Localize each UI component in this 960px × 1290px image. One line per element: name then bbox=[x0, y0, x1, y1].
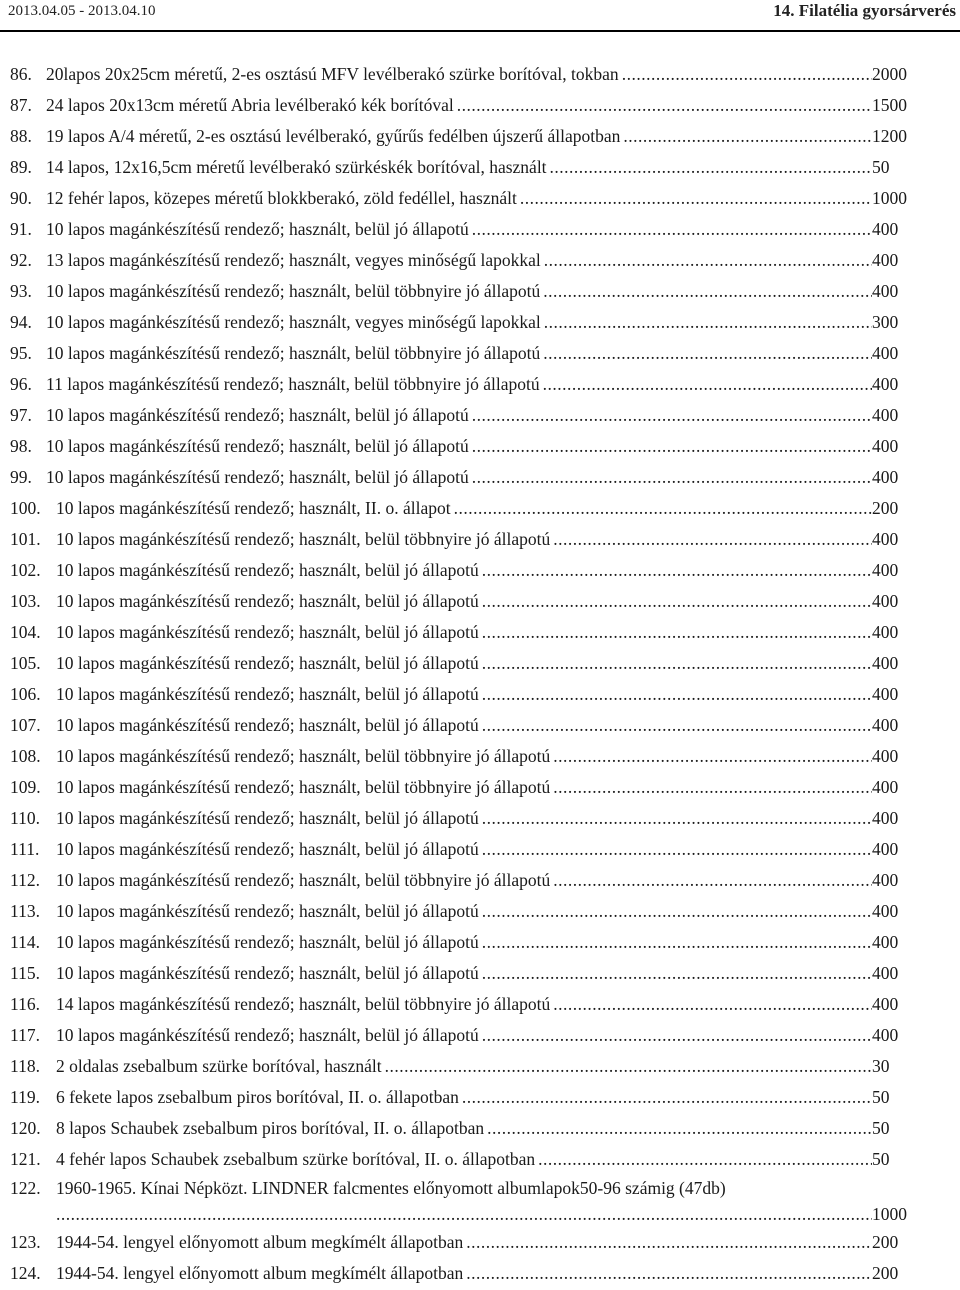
lot-entry bbox=[0, 679, 960, 710]
lot-description: 10 lapos magánkészítésű rendező; használt, belül jó állapotú bbox=[46, 405, 469, 425]
lot-number: 102. bbox=[10, 560, 41, 580]
dot-leader bbox=[622, 59, 872, 90]
dot-leader bbox=[482, 679, 872, 710]
dot-leader bbox=[482, 896, 872, 927]
dot-leader bbox=[472, 431, 872, 462]
lot-number: 92. bbox=[10, 250, 32, 270]
dot-leader bbox=[472, 462, 872, 493]
lot-price: 50 bbox=[872, 1118, 890, 1138]
lot-description: 10 lapos magánkészítésű rendező; használt, belül többnyire jó állapotú bbox=[46, 281, 541, 301]
lot-entry bbox=[0, 586, 960, 617]
lot-entry bbox=[0, 1258, 960, 1289]
lot-entry bbox=[0, 1113, 960, 1144]
lot-number: 115. bbox=[10, 963, 40, 983]
dot-leader bbox=[553, 524, 872, 555]
lot-price: 400 bbox=[872, 281, 899, 301]
lot-number: 110. bbox=[10, 808, 40, 828]
lot-price: 400 bbox=[872, 436, 899, 456]
dot-leader bbox=[472, 400, 872, 431]
dot-leader bbox=[482, 1020, 872, 1051]
lot-entry bbox=[0, 617, 960, 648]
lot-number: 94. bbox=[10, 312, 32, 332]
lot-number: 91. bbox=[10, 219, 32, 239]
lot-number: 88. bbox=[10, 126, 32, 146]
dot-leader bbox=[538, 1144, 872, 1175]
lot-price: 400 bbox=[872, 560, 899, 580]
lot-entry bbox=[0, 834, 960, 865]
lot-number: 108. bbox=[10, 746, 41, 766]
dot-leader bbox=[482, 648, 872, 679]
lot-price: 400 bbox=[872, 777, 899, 797]
lot-price: 50 bbox=[872, 1087, 890, 1107]
lot-description: 1944-54. lengyel előnyomott album megkímélt állapotban bbox=[56, 1232, 464, 1252]
lot-description: 14 lapos magánkészítésű rendező; használt, belül többnyire jó állapotú bbox=[56, 994, 551, 1014]
lot-number: 93. bbox=[10, 281, 32, 301]
lot-description: 10 lapos magánkészítésű rendező; használt, belül többnyire jó állapotú bbox=[56, 870, 551, 890]
dot-leader bbox=[543, 369, 872, 400]
lot-number: 89. bbox=[10, 157, 32, 177]
lot-description: 10 lapos magánkészítésű rendező; használt, belül jó állapotú bbox=[56, 808, 479, 828]
dot-leader bbox=[553, 989, 872, 1020]
lot-description: 10 lapos magánkészítésű rendező; használt, belül jó állapotú bbox=[46, 467, 469, 487]
lot-price: 1200 bbox=[872, 126, 907, 146]
dot-leader bbox=[520, 183, 872, 214]
lot-entry bbox=[0, 152, 960, 183]
lot-number: 101. bbox=[10, 529, 41, 549]
lot-price: 400 bbox=[872, 870, 899, 890]
lot-number: 111. bbox=[10, 839, 40, 859]
lot-number: 113. bbox=[10, 901, 40, 921]
lot-number: 100. bbox=[10, 498, 41, 518]
lot-price: 1000 bbox=[872, 188, 907, 208]
lot-entry bbox=[0, 989, 960, 1020]
lot-number: 124. bbox=[10, 1263, 41, 1283]
lot-price: 400 bbox=[872, 591, 899, 611]
lot-description: 10 lapos magánkészítésű rendező; használt, belül jó állapotú bbox=[56, 684, 479, 704]
lot-number: 112. bbox=[10, 870, 40, 890]
lot-price: 400 bbox=[872, 219, 899, 239]
dot-leader bbox=[623, 121, 872, 152]
lot-price: 200 bbox=[872, 1232, 899, 1252]
lot-number: 103. bbox=[10, 591, 41, 611]
lot-description: 10 lapos magánkészítésű rendező; használt, belül többnyire jó állapotú bbox=[56, 746, 551, 766]
lot-price: 400 bbox=[872, 250, 899, 270]
lot-entry bbox=[0, 772, 960, 803]
dot-leader bbox=[553, 865, 872, 896]
lot-entry bbox=[0, 803, 960, 834]
lot-price: 400 bbox=[872, 746, 899, 766]
lot-entry bbox=[0, 369, 960, 400]
lot-number: 107. bbox=[10, 715, 41, 735]
lot-number: 97. bbox=[10, 405, 32, 425]
lot-description: 11 lapos magánkészítésű rendező; használt, belül többnyire jó állapotú bbox=[46, 374, 540, 394]
lot-description: 10 lapos magánkészítésű rendező; használt, belül jó állapotú bbox=[56, 901, 479, 921]
lot-description: 10 lapos magánkészítésű rendező; használt, belül többnyire jó állapotú bbox=[56, 529, 551, 549]
dot-leader bbox=[472, 214, 872, 245]
lot-entry bbox=[0, 741, 960, 772]
lot-price: 400 bbox=[872, 343, 899, 363]
dot-leader bbox=[543, 276, 872, 307]
lot-number: 121. bbox=[10, 1149, 41, 1169]
dot-leader bbox=[544, 245, 872, 276]
dot-leader bbox=[482, 803, 872, 834]
lot-number: 105. bbox=[10, 653, 41, 673]
section-title: 14. Filatélia gyorsárverés bbox=[773, 1, 956, 20]
dot-leader bbox=[56, 1201, 872, 1227]
lot-number: 117. bbox=[10, 1025, 40, 1045]
dot-leader bbox=[482, 927, 872, 958]
lot-entry bbox=[0, 121, 960, 152]
lot-entry bbox=[0, 865, 960, 896]
lot-description: 10 lapos magánkészítésű rendező; használt, belül jó állapotú bbox=[56, 622, 479, 642]
lot-description: 10 lapos magánkészítésű rendező; használt, belül jó állapotú bbox=[56, 839, 479, 859]
lot-price: 400 bbox=[872, 1025, 899, 1045]
lot-description: 10 lapos magánkészítésű rendező; használt, belül jó állapotú bbox=[56, 653, 479, 673]
lot-list bbox=[0, 59, 960, 1289]
dot-leader bbox=[553, 741, 872, 772]
lot-number: 87. bbox=[10, 95, 32, 115]
lot-description: 13 lapos magánkészítésű rendező; használt, vegyes minőségű lapokkal bbox=[46, 250, 541, 270]
lot-description: 10 lapos magánkészítésű rendező; használt, vegyes minőségű lapokkal bbox=[46, 312, 541, 332]
lot-entry bbox=[0, 896, 960, 927]
lot-entry bbox=[0, 59, 960, 90]
lot-price: 400 bbox=[872, 653, 899, 673]
lot-price: 400 bbox=[872, 529, 899, 549]
dot-leader bbox=[482, 834, 872, 865]
date-range: 2013.04.05 - 2013.04.10 bbox=[8, 3, 156, 19]
lot-entry bbox=[0, 1082, 960, 1113]
lot-description: 10 lapos magánkészítésű rendező; használt, belül jó állapotú bbox=[46, 219, 469, 239]
lot-number: 119. bbox=[10, 1087, 40, 1107]
lot-entry bbox=[0, 648, 960, 679]
dot-leader bbox=[482, 586, 872, 617]
lot-entry-continuation bbox=[0, 1201, 960, 1227]
lot-description: 20lapos 20x25cm méretű, 2-es osztású MFV levélberakó szürke borítóval, tokban bbox=[46, 64, 619, 84]
lot-number: 123. bbox=[10, 1232, 41, 1252]
lot-entry bbox=[0, 90, 960, 121]
lot-number: 95. bbox=[10, 343, 32, 363]
lot-number: 104. bbox=[10, 622, 41, 642]
dot-leader bbox=[462, 1082, 872, 1113]
lot-entry bbox=[0, 338, 960, 369]
lot-entry bbox=[0, 493, 960, 524]
dot-leader bbox=[482, 710, 872, 741]
lot-description: 1960-1965. Kínai Népközt. LINDNER falcmentes előnyomott albumlapok50-96 számig (47db) bbox=[56, 1178, 726, 1198]
lot-price: 2000 bbox=[872, 64, 907, 84]
dot-leader bbox=[466, 1227, 872, 1258]
lot-entry bbox=[0, 524, 960, 555]
lot-number: 114. bbox=[10, 932, 40, 952]
lot-description: 10 lapos magánkészítésű rendező; használt, II. o. állapot bbox=[56, 498, 451, 518]
lot-entry bbox=[0, 462, 960, 493]
lot-description: 10 lapos magánkészítésű rendező; használt, belül többnyire jó állapotú bbox=[46, 343, 541, 363]
lot-description: 4 fehér lapos Schaubek zsebalbum szürke borítóval, II. o. állapotban bbox=[56, 1149, 536, 1169]
lot-price: 50 bbox=[872, 1149, 890, 1169]
dot-leader bbox=[482, 958, 872, 989]
lot-price: 400 bbox=[872, 467, 899, 487]
lot-entry bbox=[0, 183, 960, 214]
lot-description: 14 lapos, 12x16,5cm méretű levélberakó szürkéskék borítóval, használt bbox=[46, 157, 547, 177]
lot-description: 19 lapos A/4 méretű, 2-es osztású levélberakó, gyűrűs fedélben újszerű állapotban bbox=[46, 126, 621, 146]
lot-number: 98. bbox=[10, 436, 32, 456]
lot-price: 400 bbox=[872, 405, 899, 425]
lot-price: 400 bbox=[872, 374, 899, 394]
lot-description: 10 lapos magánkészítésű rendező; használt, belül többnyire jó állapotú bbox=[56, 777, 551, 797]
lot-number: 106. bbox=[10, 684, 41, 704]
lot-description: 24 lapos 20x13cm méretű Abria levélberakó kék borítóval bbox=[46, 95, 454, 115]
lot-price: 50 bbox=[872, 157, 890, 177]
lot-entry bbox=[0, 400, 960, 431]
lot-price: 1000 bbox=[872, 1204, 907, 1224]
lot-entry bbox=[0, 927, 960, 958]
lot-number: 122. bbox=[10, 1178, 41, 1198]
lot-price: 400 bbox=[872, 901, 899, 921]
lot-description: 10 lapos magánkészítésű rendező; használt, belül jó állapotú bbox=[46, 436, 469, 456]
dot-leader bbox=[482, 555, 872, 586]
lot-entry bbox=[0, 1227, 960, 1258]
lot-price: 400 bbox=[872, 839, 899, 859]
lot-number: 118. bbox=[10, 1056, 40, 1076]
dot-leader bbox=[457, 90, 872, 121]
dot-leader bbox=[482, 617, 872, 648]
lot-description: 10 lapos magánkészítésű rendező; használt, belül jó állapotú bbox=[56, 591, 479, 611]
lot-number: 109. bbox=[10, 777, 41, 797]
lot-price: 400 bbox=[872, 808, 899, 828]
lot-price: 300 bbox=[872, 312, 899, 332]
dot-leader bbox=[385, 1051, 872, 1082]
lot-description: 12 fehér lapos, közepes méretű blokkberakó, zöld fedéllel, használt bbox=[46, 188, 517, 208]
lot-price: 400 bbox=[872, 932, 899, 952]
lot-entry bbox=[0, 1175, 960, 1201]
lot-entry bbox=[0, 1144, 960, 1175]
lot-number: 99. bbox=[10, 467, 32, 487]
lot-price: 400 bbox=[872, 715, 899, 735]
dot-leader bbox=[550, 152, 872, 183]
lot-price: 30 bbox=[872, 1056, 890, 1076]
lot-entry bbox=[0, 1051, 960, 1082]
lot-entry bbox=[0, 214, 960, 245]
lot-price: 400 bbox=[872, 622, 899, 642]
lot-number: 90. bbox=[10, 188, 32, 208]
dot-leader bbox=[454, 493, 872, 524]
lot-description: 10 lapos magánkészítésű rendező; használt, belül jó állapotú bbox=[56, 1025, 479, 1045]
lot-number: 86. bbox=[10, 64, 32, 84]
lot-description: 10 lapos magánkészítésű rendező; használt, belül jó állapotú bbox=[56, 715, 479, 735]
lot-entry bbox=[0, 431, 960, 462]
dot-leader bbox=[466, 1258, 872, 1289]
page-header bbox=[0, 0, 960, 32]
lot-description: 10 lapos magánkészítésű rendező; használt, belül jó állapotú bbox=[56, 932, 479, 952]
lot-price: 1500 bbox=[872, 95, 907, 115]
lot-entry bbox=[0, 958, 960, 989]
lot-price: 400 bbox=[872, 963, 899, 983]
lot-description: 8 lapos Schaubek zsebalbum piros borítóval, II. o. állapotban bbox=[56, 1118, 485, 1138]
lot-entry bbox=[0, 710, 960, 741]
lot-number: 96. bbox=[10, 374, 32, 394]
lot-price: 200 bbox=[872, 1263, 899, 1283]
dot-leader bbox=[544, 307, 872, 338]
lot-price: 400 bbox=[872, 684, 899, 704]
dot-leader bbox=[553, 772, 872, 803]
lot-description: 10 lapos magánkészítésű rendező; használt, belül jó állapotú bbox=[56, 560, 479, 580]
lot-entry bbox=[0, 1020, 960, 1051]
lot-number: 120. bbox=[10, 1118, 41, 1138]
lot-entry bbox=[0, 276, 960, 307]
lot-description: 1944-54. lengyel előnyomott album megkímélt állapotban bbox=[56, 1263, 464, 1283]
lot-price: 200 bbox=[872, 498, 899, 518]
lot-description: 6 fekete lapos zsebalbum piros borítóval, II. o. állapotban bbox=[56, 1087, 459, 1107]
lot-description: 2 oldalas zsebalbum szürke borítóval, használt bbox=[56, 1056, 382, 1076]
lot-entry bbox=[0, 555, 960, 586]
dot-leader bbox=[543, 338, 872, 369]
lot-entry bbox=[0, 245, 960, 276]
dot-leader bbox=[487, 1113, 872, 1144]
lot-number: 116. bbox=[10, 994, 40, 1014]
lot-price: 400 bbox=[872, 994, 899, 1014]
lot-entry bbox=[0, 307, 960, 338]
lot-description: 10 lapos magánkészítésű rendező; használt, belül jó állapotú bbox=[56, 963, 479, 983]
